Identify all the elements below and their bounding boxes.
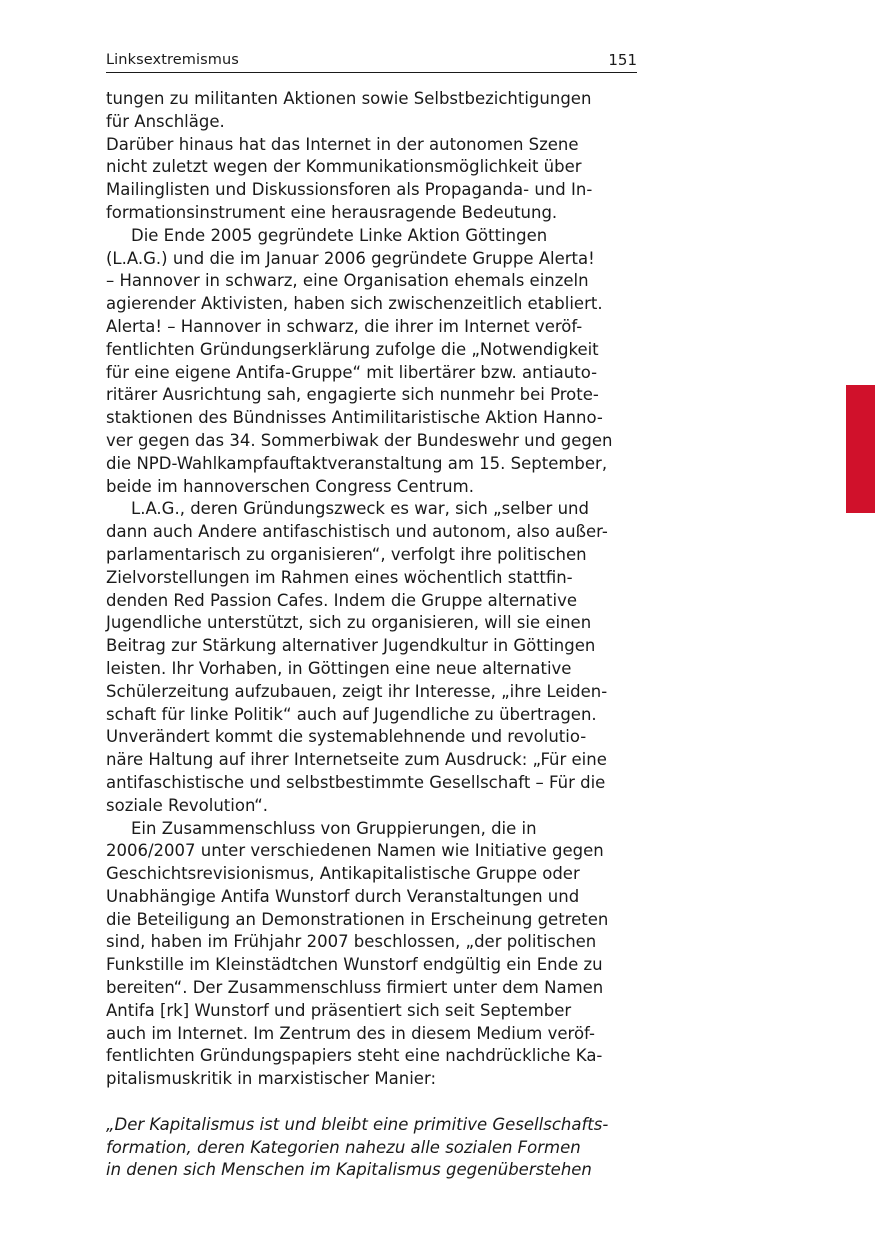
text-line: nicht zuletzt wegen der Kommunikationsmöglichkeit über [106, 157, 582, 177]
text-line: Unverändert kommt die systemablehnende und revolutio- [106, 727, 587, 747]
text-line: Geschichtsrevisionismus, Antikapitalistische Gruppe oder [106, 864, 580, 884]
text-line: agierender Aktivisten, haben sich zwischenzeitlich etabliert. [106, 294, 603, 314]
text-line: L.A.G., deren Gründungszweck es war, sich „selber und [131, 499, 589, 519]
text-line: pitalismuskritik in marxistischer Manier: [106, 1069, 437, 1089]
quote-line: „Der Kapitalismus ist und bleibt eine primitive Gesellschafts- [106, 1114, 609, 1134]
text-line: Unabhängige Antifa Wunstorf durch Veranstaltungen und [106, 886, 580, 906]
text-line: ver gegen das 34. Sommerbiwak der Bundeswehr und gegen [106, 430, 613, 450]
text-line: näre Haltung auf ihrer Internetseite zum Ausdruck: „Für eine [106, 750, 607, 770]
text-line: Die Ende 2005 gegründete Linke Aktion Göttingen [131, 225, 548, 245]
quote-line: formation, deren Kategorien nahezu alle sozialen Formen [106, 1137, 581, 1157]
quote-line: in denen sich Menschen im Kapitalismus gegenüberstehen [106, 1160, 592, 1180]
text-line: Zielvorstellungen im Rahmen eines wöchentlich stattfin- [106, 567, 573, 587]
page-header [106, 50, 637, 73]
text-line: bereiten“. Der Zusammenschluss firmiert unter dem Namen [106, 978, 604, 998]
text-line: für Anschläge. [106, 111, 225, 131]
text-line: denden Red Passion Cafes. Indem die Gruppe alternative [106, 590, 578, 610]
text-line: Schülerzeitung aufzubauen, zeigt ihr Interesse, „ihre Leiden- [106, 681, 608, 701]
paragraph-gap [106, 1091, 637, 1114]
text-line: dann auch Andere antifaschistisch und autonom, also außer- [106, 522, 608, 542]
text-line: antifaschistische und selbstbestimmte Gesellschaft – Für die [106, 772, 606, 792]
text-line: die Beteiligung an Demonstrationen in Erscheinung getreten [106, 909, 609, 929]
text-line: Funkstille im Kleinstädtchen Wunstorf endgültig ein Ende zu [106, 955, 603, 975]
chapter-thumb-tab [846, 385, 875, 513]
text-line: (L.A.G.) und die im Januar 2006 gegründete Gruppe Alerta! [106, 248, 595, 268]
text-line: beide im hannoverschen Congress Centrum. [106, 476, 474, 496]
text-line: fentlichten Gründungserklärung zufolge die „Notwendigkeit [106, 339, 599, 359]
text-line: Darüber hinaus hat das Internet in der autonomen Szene [106, 134, 579, 154]
text-line: – Hannover in schwarz, eine Organisation ehemals einzeln [106, 271, 589, 291]
text-line: formationsinstrument eine herausragende Bedeutung. [106, 202, 558, 222]
text-line: Alerta! – Hannover in schwarz, die ihrer im Internet veröf- [106, 316, 583, 336]
text-line: tungen zu militanten Aktionen sowie Selbstbezichtigungen [106, 89, 592, 108]
running-title: Linksextremismus [106, 52, 239, 68]
text-line: fentlichten Gründungspapiers steht eine nachdrückliche Ka- [106, 1046, 603, 1066]
text-line: Antifa [rk] Wunstorf und präsentiert sich seit September [106, 1000, 572, 1020]
text-line: parlamentarisch zu organisieren“, verfolgt ihre politischen [106, 544, 587, 564]
page-number: 151 [608, 51, 637, 69]
text-line: sind, haben im Frühjahr 2007 beschlossen, „der politischen [106, 932, 597, 952]
text-line: Jugendliche unterstützt, sich zu organisieren, will sie einen [106, 613, 592, 633]
text-line: soziale Revolution“. [106, 795, 269, 815]
text-line: ritärer Ausrichtung sah, engagierte sich nunmehr bei Prote- [106, 385, 599, 405]
text-line: leisten. Ihr Vorhaben, in Göttingen eine neue alternative [106, 658, 572, 678]
text-line: Beitrag zur Stärkung alternativer Jugendkultur in Göttingen [106, 636, 596, 656]
text-line: für eine eigene Antifa-Gruppe“ mit libertärer bzw. antiauto- [106, 362, 598, 382]
body-text [106, 88, 637, 1182]
text-line: schaft für linke Politik“ auch auf Jugendliche zu übertragen. [106, 704, 597, 724]
text-line: die NPD-Wahlkampfauftaktveranstaltung am 15. September, [106, 453, 608, 473]
text-line: Ein Zusammenschluss von Gruppierungen, die in [131, 818, 537, 838]
text-line: auch im Internet. Im Zentrum des in diesem Medium veröf- [106, 1023, 595, 1043]
text-line: staktionen des Bündnisses Antimilitaristische Aktion Hanno- [106, 408, 603, 428]
text-line: Mailinglisten und Diskussionsforen als Propaganda- und In- [106, 180, 593, 200]
text-line: 2006/2007 unter verschiedenen Namen wie Initiative gegen [106, 841, 604, 861]
